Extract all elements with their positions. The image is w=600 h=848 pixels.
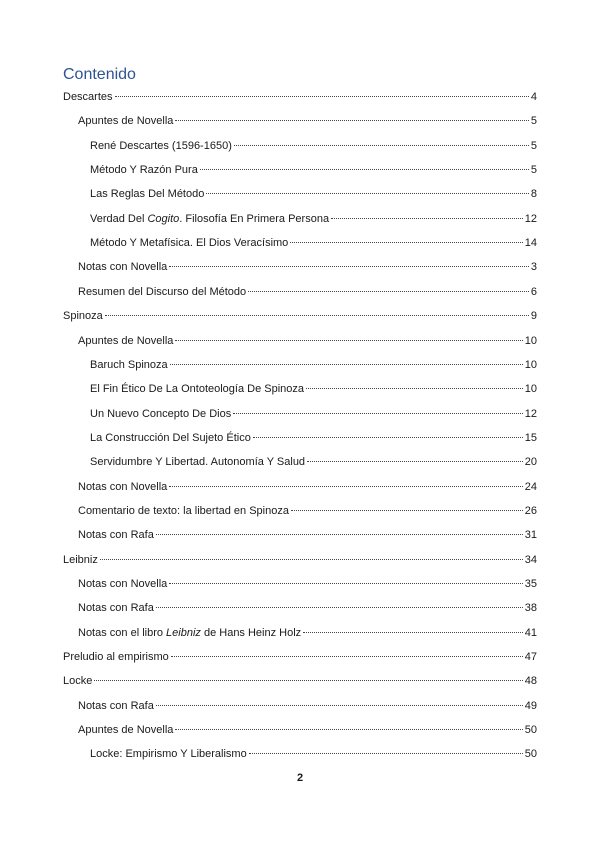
toc-leader-dots (248, 290, 529, 292)
toc-entry[interactable] (63, 309, 537, 323)
toc-leader-dots (105, 314, 529, 316)
toc-entry[interactable] (90, 382, 537, 396)
toc-entry-label (90, 187, 204, 201)
toc-entry-label (63, 650, 169, 664)
toc-entry-page-number: 24 (524, 480, 537, 493)
toc-entry[interactable] (90, 163, 537, 177)
toc-entry[interactable] (90, 187, 537, 201)
toc-entry-page-number: 5 (530, 164, 537, 177)
toc-entry-page-number: 14 (524, 237, 537, 250)
toc-entry-page-number: 12 (524, 407, 537, 420)
toc-entry-label (78, 699, 154, 713)
toc-leader-dots (249, 752, 523, 754)
toc-entry-label-text: Resumen del Discurso del Método (78, 285, 247, 298)
toc-entry[interactable] (78, 504, 537, 518)
toc-entry[interactable] (90, 236, 537, 250)
toc-leader-dots (169, 485, 522, 487)
toc-leader-dots (331, 217, 523, 219)
toc-entry-page-number: 47 (524, 651, 537, 664)
toc-entry-page-number: 34 (524, 553, 537, 566)
toc-entry-label-text: Notas con Rafa (78, 529, 154, 542)
toc-leader-dots (290, 241, 522, 243)
toc-entry-page-number: 10 (524, 358, 537, 371)
toc-entry-label-italic: Cogito (147, 212, 180, 225)
toc-entry-label-text: René Descartes (1596-1650) (90, 139, 232, 152)
toc-entry[interactable] (90, 212, 537, 226)
toc-entry-label-text: Locke: Empirismo Y Liberalismo (90, 748, 247, 761)
toc-entry-page-number: 15 (524, 431, 537, 444)
toc-entry-label-text: Método Y Metafísica. El Dios Veracísimo (90, 237, 289, 250)
toc-leader-dots (94, 679, 522, 681)
toc-entry-page-number: 8 (530, 188, 537, 201)
toc-leader-dots (303, 631, 523, 633)
toc-entry-label-text: La Construcción Del Sujeto Ético (90, 431, 251, 444)
toc-entry-label-text: Preludio al empirismo (63, 651, 169, 664)
page-number: 2 (296, 772, 304, 784)
toc-entry-label-text: Servidumbre Y Libertad. Autonomía Y Salud (90, 456, 306, 469)
toc-entry-label (90, 431, 251, 445)
toc-entry[interactable] (78, 285, 537, 299)
toc-leader-dots (115, 95, 529, 97)
toc-entry-label-text: El Fin Ético De La Ontoteología De Spinoza (90, 383, 305, 396)
toc-entry-label-text: Locke (63, 675, 93, 688)
toc-entry-label-text: Comentario de texto: la libertad en Spinoza (78, 504, 289, 517)
toc-leader-dots (233, 412, 523, 414)
toc-entry-label-text: Apuntes de Novella (78, 724, 174, 737)
toc-entry-page-number: 4 (530, 91, 537, 103)
toc-entry-label-text: Las Reglas Del Método (90, 188, 205, 201)
toc-entry-label (90, 382, 304, 396)
toc-entry-label-text: Baruch Spinoza (90, 358, 168, 371)
toc-leader-dots (206, 192, 529, 194)
toc-entry-page-number: 5 (530, 139, 537, 152)
toc-entry-label-text: . Filosofía En Primera Persona (179, 212, 330, 225)
toc-entry[interactable] (78, 699, 537, 713)
toc-entry-label (78, 114, 173, 128)
toc-entry-page-number: 10 (524, 383, 537, 396)
toc-entry[interactable] (63, 553, 537, 567)
toc-entry-label (78, 528, 154, 542)
toc-entry-page-number: 50 (524, 724, 537, 737)
toc-entry-page-number: 31 (524, 529, 537, 542)
toc-leader-dots (234, 144, 529, 146)
toc-entry[interactable] (78, 723, 537, 737)
toc-entry[interactable] (78, 334, 537, 348)
toc-entry-label (90, 236, 288, 250)
toc-entry-label (78, 260, 167, 274)
toc-entry[interactable] (63, 674, 537, 688)
toc-entry-label-italic: Leibniz (166, 626, 201, 639)
toc-entry-label (78, 334, 173, 348)
toc-entry-label-text: Verdad Del (90, 212, 148, 225)
toc-entry-label (90, 212, 329, 226)
toc-entry-page-number: 12 (524, 212, 537, 225)
toc-entry-label (78, 577, 167, 591)
toc-entry[interactable] (78, 480, 537, 494)
toc-entry-label (78, 723, 173, 737)
toc-leader-dots (169, 265, 529, 267)
toc-entry-label (78, 480, 167, 494)
toc-entry-page-number: 26 (524, 504, 537, 517)
toc-entry-page-number: 3 (530, 261, 537, 274)
toc-entry-label-text: Notas con Rafa (78, 602, 154, 615)
toc-entry-page-number: 38 (524, 602, 537, 615)
toc-leader-dots (170, 363, 523, 365)
toc-entry-label-text: Apuntes de Novella (78, 115, 174, 128)
toc-entry-label-text: Leibniz (63, 553, 98, 566)
toc-leader-dots (169, 582, 522, 584)
toc-entry-label (63, 309, 103, 323)
toc-entry-label-text: Notas con Rafa (78, 699, 154, 712)
toc-entry-page-number: 49 (524, 699, 537, 712)
toc-leader-dots (156, 533, 523, 535)
toc-entry[interactable] (78, 260, 537, 274)
toc-entry-label-text: Notas con Novella (78, 261, 168, 274)
toc-entry-label (90, 139, 232, 153)
toc-entry[interactable] (78, 528, 537, 542)
toc-entry[interactable] (90, 431, 537, 445)
toc-entry-label-text: Método Y Razón Pura (90, 164, 198, 177)
toc-leader-dots (156, 606, 523, 608)
toc-leader-dots (253, 436, 523, 438)
toc-leader-dots (306, 387, 523, 389)
toc-entry-label-text: Apuntes de Novella (78, 334, 174, 347)
toc-entry-label (90, 358, 168, 372)
toc-entry-label-text: Un Nuevo Concepto De Dios (90, 407, 232, 420)
toc-entry-page-number: 41 (524, 626, 537, 639)
toc-leader-dots (291, 509, 523, 511)
toc-entry[interactable] (63, 650, 537, 664)
toc-entry-label-text: Descartes (63, 91, 113, 103)
toc-entry-label (90, 455, 305, 469)
toc-entry-label (63, 90, 113, 104)
toc-entry-label (78, 504, 289, 518)
toc-entry[interactable] (90, 747, 537, 761)
toc-leader-dots (175, 339, 522, 341)
toc-entry[interactable] (90, 455, 537, 469)
toc-entry-page-number: 5 (530, 115, 537, 128)
toc-entry-label-text: Notas con el libro (78, 626, 167, 639)
toc-entry-label (63, 674, 92, 688)
toc-entry-label-text: Spinoza (63, 310, 103, 323)
toc-entry[interactable] (63, 90, 537, 104)
toc-leader-dots (307, 460, 523, 462)
toc-entry[interactable] (78, 114, 537, 128)
toc-entry-label-text: Notas con Novella (78, 480, 168, 493)
toc-entry[interactable] (90, 358, 537, 372)
toc-entry-label (63, 553, 98, 567)
toc-entry-page-number: 20 (524, 456, 537, 469)
toc-entry-label (90, 163, 198, 177)
toc-entry-label (90, 407, 231, 421)
toc-entry[interactable] (78, 626, 537, 640)
toc-leader-dots (200, 168, 529, 170)
toc-entry-label-text: Notas con Novella (78, 578, 168, 590)
toc-entry-label (90, 747, 247, 761)
toc-entry-label-text: de Hans Heinz Holz (200, 626, 302, 639)
toc-leader-dots (156, 704, 523, 706)
toc-title: Contenido (63, 66, 136, 83)
toc-leader-dots (171, 655, 523, 657)
toc-leader-dots (100, 558, 523, 560)
toc-entry[interactable] (78, 577, 537, 591)
toc-entry[interactable] (90, 407, 537, 421)
toc-leader-dots (175, 119, 528, 121)
toc-entry-page-number: 10 (524, 334, 537, 347)
toc-entry[interactable] (90, 139, 537, 153)
toc-entry-page-number: 9 (530, 310, 537, 323)
toc-entry-label (78, 626, 301, 640)
toc-entry[interactable] (78, 601, 537, 615)
toc-entry-label (78, 601, 154, 615)
toc-entry-label (78, 285, 246, 299)
toc-entry-page-number: 48 (524, 675, 537, 688)
toc-entry-page-number: 35 (524, 578, 537, 590)
toc-entry-page-number: 50 (524, 748, 537, 761)
toc-entry-page-number: 6 (530, 285, 537, 298)
toc-leader-dots (175, 728, 522, 730)
